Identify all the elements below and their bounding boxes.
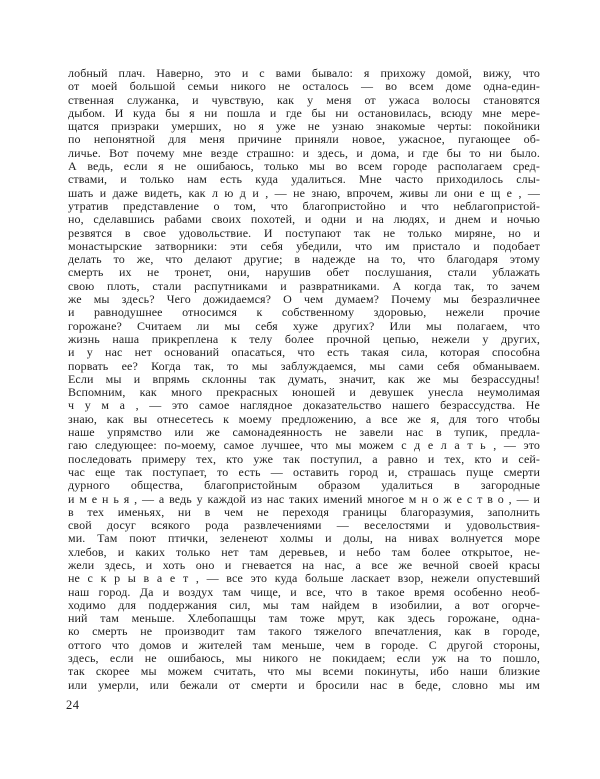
text-line: в тех именьях, ни в чем не переходя границы благоразумия, заполнить [68, 505, 540, 519]
text-line: так скорее мы можем считать, что мы всеми покинуты, ибо наши близкие [68, 665, 540, 679]
text-line: ствами, и только нам есть куда удалиться. Мне часто приходилось слы- [68, 173, 540, 187]
text-line: горожане? Считаем ли мы себя хуже других? Или мы полагаем, что [68, 319, 540, 333]
text-line: здесь, если не ошибаюсь, мы никого не покидаем; если уж на то пошло, [68, 652, 540, 666]
text-line: жизнь наша прикреплена к телу более прочной цепью, нежели у других, [68, 332, 540, 346]
text-line: Вспомним, как много прекрасных юношей и девушек унесла неумолимая [68, 386, 540, 400]
text-line: Если мы и впрямь склонны так думать, значит, как же мы безрассудны! [68, 372, 540, 386]
text-line: или умерли, или бежали от смерти и бросили нас в беде, словно мы им [68, 678, 540, 692]
text-line: оттого что домов и жителей там меньше, чем в городе. С другой стороны, [68, 638, 540, 652]
text-line: резвятся в свое удовольствие. И поступают так не только миряне, но и [68, 226, 540, 240]
text-line: А ведь, если я не ошибаюсь, только мы во всем городе располагаем сред- [68, 160, 540, 174]
text-block [68, 67, 540, 692]
page-number: 24 [66, 698, 80, 712]
text-line: свою плоть, стали распутниками и развратниками. А когда так, то зачем [68, 279, 540, 293]
text-line: ходимо для поддержания сил, мы там найдем в изобилии, а вот огорче- [68, 598, 540, 612]
text-line: утратив представление о том, что благопристойно и что неблагопристой- [68, 199, 540, 213]
text-line: наше упрямство или же самонадеянность не завели нас в тупик, предла- [68, 426, 540, 440]
text-line: монастырские затворники: эти себя убедили, что им пристало и подобает [68, 239, 540, 253]
text-line: порвать ее? Когда так, то мы заблуждаемся, мы сами себя обманываем. [68, 359, 540, 373]
text-line: жели здесь, и хоть оно и гневается на нас, а все же вечной своей красы [68, 558, 540, 572]
text-line: и м е н ь я , — а ведь у каждой из нас таких имений многое м н о ж е с т в о , — и [68, 492, 540, 506]
text-line: гаю следующее: по-моему, самое лучшее, что мы можем с д е л а т ь , — это [68, 439, 540, 453]
text-line: и у нас нет оснований опасаться, что есть такая сила, которая способна [68, 346, 540, 360]
text-line: знаю, как вы отнесетесь к моему предложению, а все же я, для того чтобы [68, 412, 540, 426]
text-line: щатся призраки умерших, но я уже не узнаю знакомые черты: покойники [68, 120, 540, 134]
text-line: час еще так поступает, то есть — оставить город и, страшась пуще смерти [68, 465, 540, 479]
text-line: последовать примеру тех, кто уже так поступил, а равно и тех, кто и сей- [68, 452, 540, 466]
text-line: дыбом. И куда бы я ни пошла и где бы ни остановилась, всюду мне мере- [68, 106, 540, 120]
text-line: но, сделавшись рабами своих похотей, и одни и на людях, и днем и ночью [68, 213, 540, 227]
text-line: не с к р ы в а е т , — все это куда больше ласкает взор, нежели опустевший [68, 572, 540, 586]
text-line: же мы здесь? Чего дожидаемся? О чем думаем? Почему мы безразличнее [68, 293, 540, 307]
text-line: ч у м а , — это самое наглядное доказательство нашего безрассудства. Не [68, 399, 540, 413]
text-line: личье. Вот почему мне везде страшно: и здесь, и дома, и где бы то ни было. [68, 146, 540, 160]
text-line: по непонятной для меня причине приняли новое, ужасное, пугающее об- [68, 133, 540, 147]
text-line: ственная служанка, и чувствую, как у меня от ужаса волосы становятся [68, 93, 540, 107]
text-line: лобный плач. Наверно, это и с вами бывало: я прихожу домой, вижу, что [68, 67, 540, 80]
text-line: шать и даже видеть, как л ю д и , — не знаю, впрочем, живы ли они е щ е , — [68, 186, 540, 200]
text-line: и равнодушнее относимся к собственному здоровью, нежели прочие [68, 306, 540, 320]
text-line: от моей большой семьи никого не осталось — во всем доме одна-един- [68, 80, 540, 94]
text-line: наш город. Да и воздух там чище, и все, что в такое время особенно необ- [68, 585, 540, 599]
text-line: дурного общества, благопристойным образом удалиться в загородные [68, 479, 540, 493]
text-line: делать то же, что делают другие; в надежде на то, что благодаря этому [68, 253, 540, 267]
text-line: ми. Там поют птички, зеленеют холмы и долы, на нивах волнуется море [68, 532, 540, 546]
text-line: свой досуг всякого рода развлечениями — веселостями и удовольствия- [68, 519, 540, 533]
text-line: ко смерть не производит там такого тяжелого впечатления, как в городе, [68, 625, 540, 639]
text-line: смерть их не тронет, они, нарушив обет послушания, стали ублажать [68, 266, 540, 280]
text-line: хлебов, и каких только нет там деревьев, и небо там более открытое, не- [68, 545, 540, 559]
text-line: ний там меньше. Хлебопашцы там тоже мрут, как здесь горожане, одна- [68, 612, 540, 626]
